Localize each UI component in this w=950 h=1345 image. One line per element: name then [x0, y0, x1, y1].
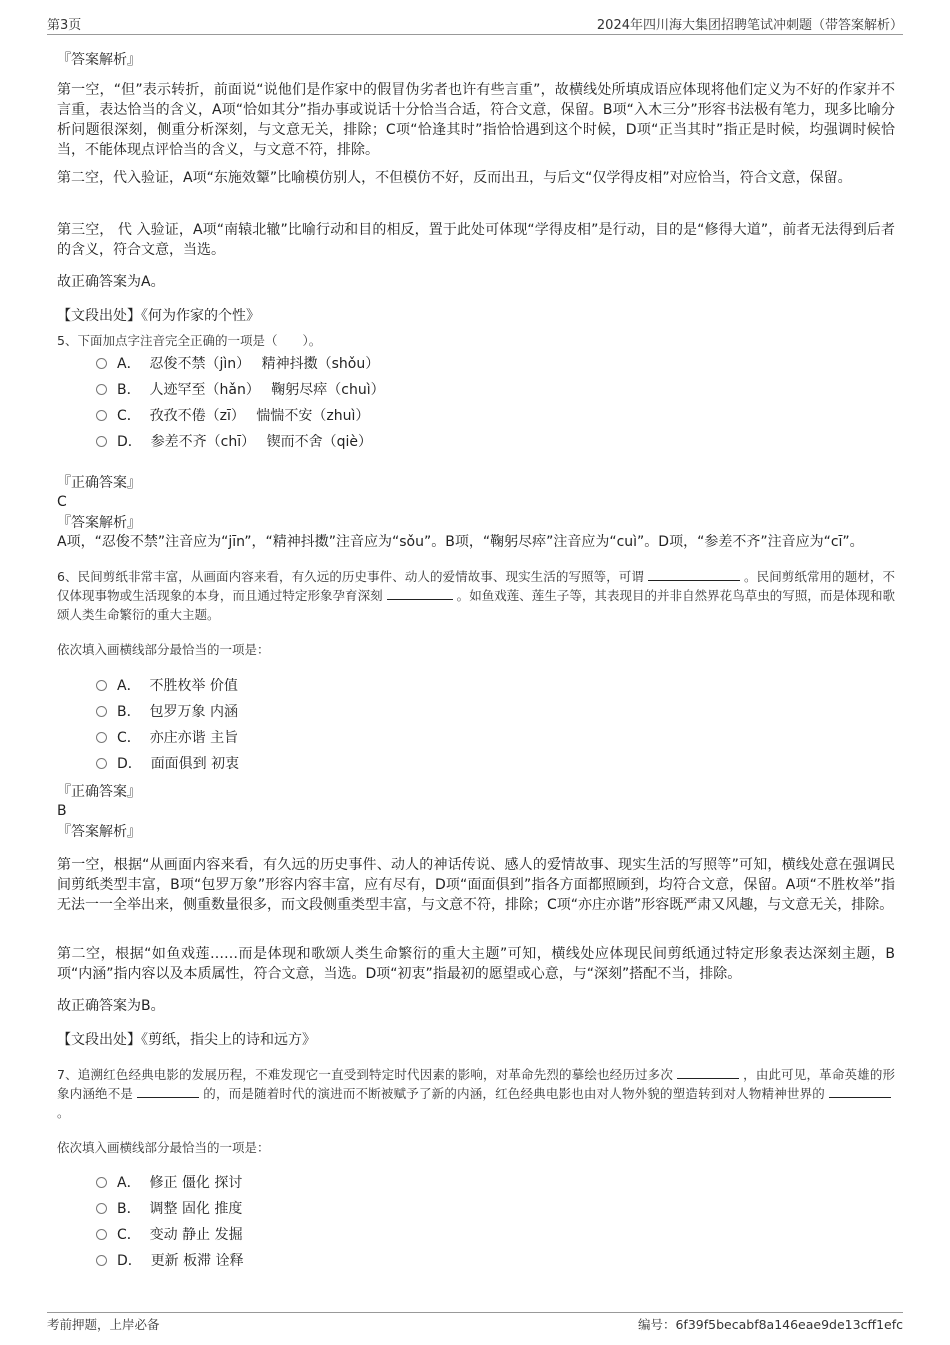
footer-slogan: 考前押题，上岸必备 — [47, 1317, 160, 1332]
q7-option-a[interactable] — [96, 1173, 242, 1193]
correct-answer-value: B — [57, 803, 67, 819]
option-text: 更新 板滞 诠释 — [150, 1253, 244, 1269]
correct-answer-label: 『正确答案』 — [57, 475, 141, 491]
q5-option-a[interactable] — [96, 354, 379, 374]
page-header — [47, 14, 903, 35]
q6-option-b[interactable] — [96, 702, 238, 722]
option-letter: D． — [117, 434, 142, 450]
question-text-part: ，由此可见，革命英雄的形象内涵绝不是 — [57, 1067, 895, 1101]
option-letter: C． — [117, 408, 141, 424]
question-text-part: 7、追溯红色经典电影的发展历程，不难发现它一直受到特定时代因素的影响，对革命先烈的摹绘也经历过多次 — [57, 1067, 674, 1082]
option-text: 面面俱到 初衷 — [150, 756, 240, 772]
fill-blank — [648, 568, 740, 581]
source-citation: 【文段出处】《剪纸，指尖上的诗和远方》 — [57, 1032, 316, 1048]
option-text: 人迹罕至（hǎn） 鞠躬尽瘁（chuì） — [149, 382, 385, 398]
option-letter: A． — [117, 1175, 141, 1191]
radio-icon[interactable] — [96, 1203, 107, 1214]
q6-option-d[interactable] — [96, 754, 239, 774]
analysis-label: 『答案解析』 — [57, 52, 141, 68]
fill-blank — [677, 1066, 739, 1079]
option-text: 参差不齐（chī） 锲而不舍（qiè） — [150, 434, 372, 450]
option-letter: D． — [117, 756, 142, 772]
question-prompt: 依次填入画横线部分最恰当的一项是： — [57, 1140, 270, 1155]
page-number: 第3页 — [47, 18, 82, 33]
fill-blank — [137, 1085, 199, 1098]
q6-option-c[interactable] — [96, 728, 238, 748]
option-text: 调整 固化 推度 — [149, 1201, 243, 1217]
answer-conclusion: 故正确答案为B。 — [57, 998, 165, 1014]
radio-icon[interactable] — [96, 706, 107, 717]
option-text: 不胜枚举 价值 — [149, 678, 238, 694]
question-text-part: 6、民间剪纸非常丰富，从画面内容来看，有久远的历史事件、动人的爱情故事、现实生活的写照等，可谓 — [57, 569, 644, 584]
question-5-text: 5、下面加点字注音完全正确的一项是（ ）。 — [57, 333, 322, 348]
radio-icon[interactable] — [96, 1229, 107, 1240]
correct-answer-value: C — [57, 494, 67, 510]
radio-icon[interactable] — [96, 758, 107, 769]
option-text: 修正 僵化 探讨 — [149, 1175, 243, 1191]
correct-answer-label: 『正确答案』 — [57, 784, 141, 800]
option-text: 变动 静止 发掘 — [149, 1227, 243, 1243]
fill-blank — [387, 587, 453, 600]
option-letter: A． — [117, 678, 141, 694]
radio-icon[interactable] — [96, 436, 107, 447]
radio-icon[interactable] — [96, 410, 107, 421]
question-prompt: 依次填入画横线部分最恰当的一项是： — [57, 642, 270, 657]
analysis-paragraph-3: 第三空， 代 入验证，A项“南辕北辙”比喻行动和目的相反，置于此处可体现“学得皮相”是行动，目的是“修得大道”，前者无法得到后者的含义，符合文意，当选。 — [57, 222, 895, 258]
radio-icon[interactable] — [96, 732, 107, 743]
radio-icon[interactable] — [96, 680, 107, 691]
radio-icon[interactable] — [96, 358, 107, 369]
question-text-part: 。如鱼戏莲、莲生子等，其表现目的并非自然界花鸟草虫的写照，而是体现和歌颂人类生命繁衍的重大主题。 — [57, 588, 895, 622]
analysis-label: 『答案解析』 — [57, 824, 141, 840]
page-footer — [47, 1312, 903, 1337]
analysis-paragraph-2: 第二空，根据“如鱼戏莲……而是体现和歌颂人类生命繁衍的重大主题”可知，横线处应体现民间剪纸通过特定形象表达深刻主题，B项“内涵”指内容以及本质属性，符合文意，当选。D项“初衷”指最初的愿望或心意，与“深刻”搭配不当，排除。 — [57, 946, 895, 982]
option-text: 包罗万象 内涵 — [149, 704, 238, 720]
q5-option-d[interactable] — [96, 432, 372, 452]
document-id: 编号：6f39f5becabf8a146eae9de13cff1efc — [637, 1317, 903, 1332]
question-7-text — [57, 1065, 895, 1122]
radio-icon[interactable] — [96, 1255, 107, 1266]
option-text: 忍俊不禁（jìn） 精神抖擞（shǒu） — [149, 356, 380, 372]
question-text-part: 。民间剪纸常用的题材，不仅体现事物或生活现象的本身，而且通过特定形象孕育深刻 — [57, 569, 895, 603]
source-citation: 【文段出处】《何为作家的个性》 — [57, 308, 260, 324]
fill-blank — [829, 1085, 891, 1098]
q7-option-d[interactable] — [96, 1251, 244, 1271]
analysis-paragraph-2: 第二空，代入验证，A项“东施效颦”比喻模仿别人，不但模仿不好，反而出丑，与后文“仅学得皮相”对应恰当，符合文意，保留。 — [57, 170, 852, 186]
q6-option-a[interactable] — [96, 676, 238, 696]
option-text: 孜孜不倦（zī） 惴惴不安（zhuì） — [149, 408, 370, 424]
question-text-part: 的，而是随着时代的演进而不断被赋予了新的内涵，红色经典电影也由对人物外貌的塑造转到对人物精神世界的 — [203, 1086, 825, 1101]
question-text-part: 。 — [57, 1105, 70, 1120]
radio-icon[interactable] — [96, 1177, 107, 1188]
analysis-paragraph-1: 第一空，根据“从画面内容来看，有久远的历史事件、动人的神话传说、感人的爱情故事、现实生活的写照等”可知，横线处意在强调民间剪纸类型丰富，B项“包罗万象”形容内容丰富，应有尽有，D项“面面俱到”指各方面都照顾到，均符合文意，保留。A项“不胜枚举”指无法一一全举出来，侧重数量很多，而文段侧重类型丰富，与文意不符，排除；C项“亦庄亦谐”形容既严肃又风趣，与文意无关，排除。 — [57, 857, 895, 913]
option-letter: C． — [117, 730, 141, 746]
option-letter: B． — [117, 704, 141, 720]
q5-option-b[interactable] — [96, 380, 385, 400]
option-letter: C． — [117, 1227, 141, 1243]
q7-option-c[interactable] — [96, 1225, 243, 1245]
option-letter: B． — [117, 382, 141, 398]
option-letter: B． — [117, 1201, 141, 1217]
question-6-text — [57, 567, 895, 624]
radio-icon[interactable] — [96, 384, 107, 395]
analysis-paragraph-1: 第一空，“但”表示转折，前面说“说他们是作家中的假冒伪劣者也许有些言重”，故横线处所填成语应体现将他们定义为不好的作家并不言重，表达恰当的含义，A项“恰如其分”指办事或说话十分恰当合适，符合文意，保留。B项“入木三分”形容书法极有笔力，现多比喻分析问题很深刻，侧重分析深刻，与文意无关，排除；C项“恰逢其时”指恰恰遇到这个时候，D项“正当其时”指正是时候，均强调时候恰当，不能体现点评恰当的含义，与文意不符，排除。 — [57, 82, 895, 158]
option-letter: D． — [117, 1253, 142, 1269]
analysis-text: A项，“忍俊不禁”注音应为“jīn”，“精神抖擞”注音应为“sǒu”。B项，“鞠躬尽瘁”注音应为“cuì”。D项，“参差不齐”注音应为“cī”。 — [57, 534, 864, 550]
answer-conclusion: 故正确答案为A。 — [57, 274, 165, 290]
q5-option-c[interactable] — [96, 406, 369, 426]
option-letter: A． — [117, 356, 141, 372]
q7-option-b[interactable] — [96, 1199, 242, 1219]
document-title: 2024年四川海大集团招聘笔试冲刺题（带答案解析） — [596, 18, 903, 33]
analysis-label: 『答案解析』 — [57, 515, 141, 531]
option-text: 亦庄亦谐 主旨 — [149, 730, 239, 746]
